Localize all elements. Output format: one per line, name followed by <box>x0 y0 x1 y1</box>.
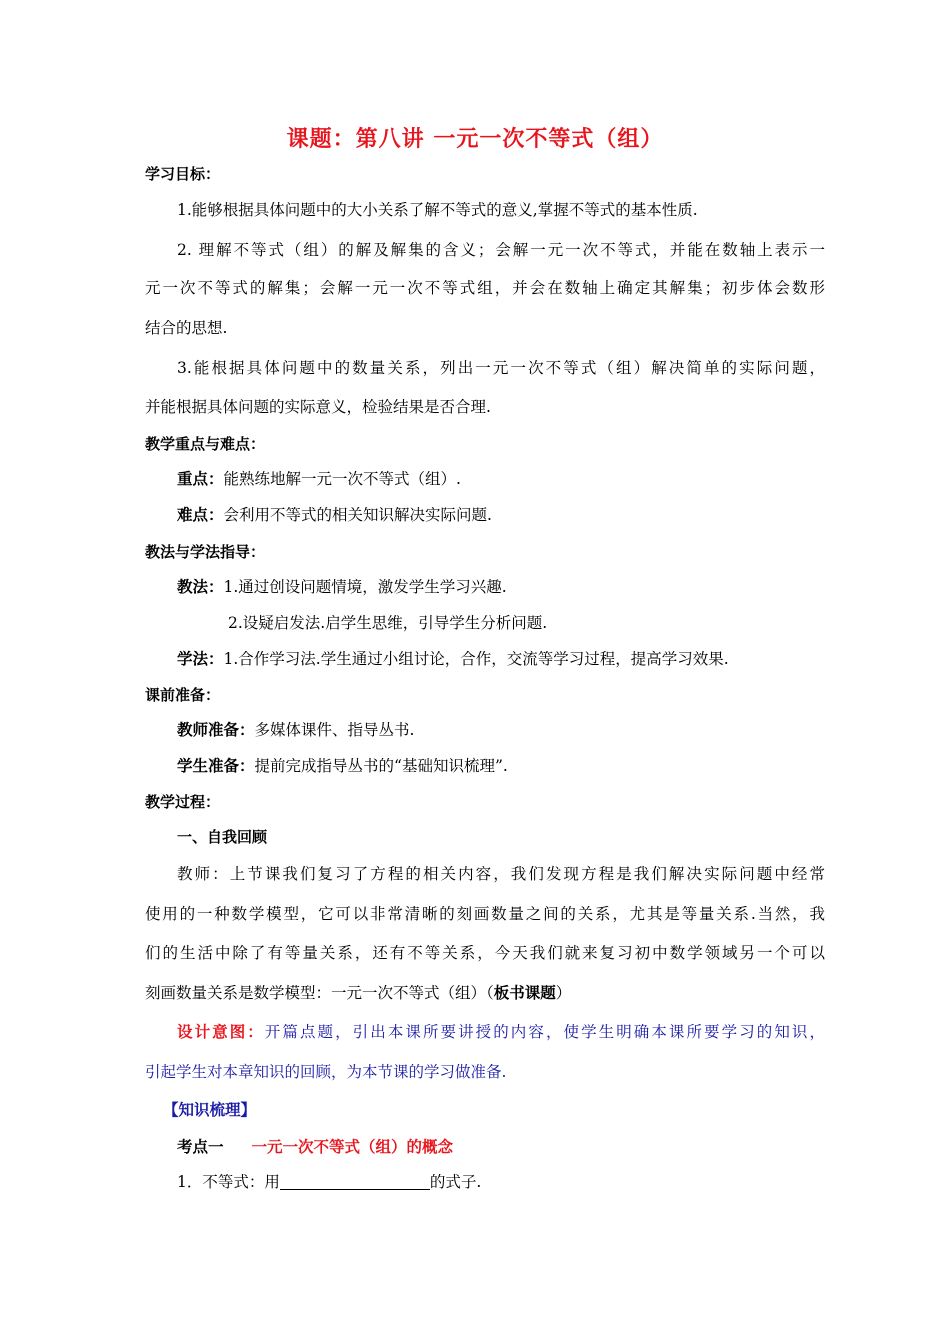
learning-method-1 <box>145 647 857 671</box>
key-point <box>145 467 857 491</box>
key-point-text: 能熟练地解一元一次不等式（组）. <box>223 470 461 488</box>
answer-blank[interactable] <box>280 1173 430 1190</box>
difficulty-label: 难点： <box>177 506 224 524</box>
objective-1: 1.能够根据具体问题中的大小关系了解不等式的意义,掌握不等式的基本性质. <box>177 201 698 219</box>
objective-3-line-2: 并能根据具体问题的实际意义，检验结果是否合理. <box>145 398 491 416</box>
teaching-method-2: 2.设疑启发法.启学生思维，引导学生分析问题. <box>228 614 548 632</box>
review-paragraph-line-1: 教师：上节课我们复习了方程的相关内容，我们发现方程是我们解决实际问题中经常 <box>177 865 825 883</box>
student-prep <box>145 754 857 778</box>
teacher-prep-label: 教师准备： <box>177 721 255 739</box>
student-prep-label: 学生准备： <box>177 757 255 775</box>
key-point-label: 重点： <box>177 470 224 488</box>
methods-heading: 教法与学法指导： <box>145 543 266 561</box>
objectives-heading: 学习目标： <box>145 165 221 183</box>
teaching-method-1-text: 1.通过创设问题情境，激发学生学习兴趣. <box>223 578 507 596</box>
keypoints-heading: 教学重点与难点： <box>145 435 266 453</box>
page-title: 课题：第八讲 一元一次不等式（组） <box>286 127 664 152</box>
student-prep-text: 提前完成指导丛书的“基础知识梳理”. <box>254 757 508 775</box>
question-1 <box>145 1170 857 1194</box>
prep-heading: 课前准备： <box>145 686 221 704</box>
objective-3-line-1: 3.能根据具体问题中的数量关系，列出一元一次不等式（组）解决简单的实际问题， <box>177 359 825 377</box>
design-intent-line-2: 引起学生对本章知识的回顾，为本节课的学习做准备. <box>145 1063 507 1081</box>
design-intent-line-1 <box>145 1020 825 1044</box>
teaching-method-1 <box>145 575 857 599</box>
knowledge-review-heading: 【知识梳理】 <box>163 1101 257 1119</box>
exam-point-label: 考点一 <box>177 1138 224 1156</box>
teacher-prep-text: 多媒体课件、指导丛书. <box>254 721 415 739</box>
section-self-review: 一、自我回顾 <box>177 828 268 846</box>
question-1-text: 1．不等式：用 <box>177 1173 280 1191</box>
review-paragraph-line-4 <box>145 981 825 1005</box>
review-line-4-text: 刻画数量关系是数学模型：一元一次不等式（组）（ <box>145 984 494 1002</box>
difficulty-point <box>145 503 857 527</box>
board-title-note: 板书课题 <box>493 984 556 1002</box>
difficulty-text: 会利用不等式的相关知识解决实际问题. <box>223 506 492 524</box>
question-1-suffix: 的式子. <box>429 1173 482 1191</box>
learning-method-1-text: 1.合作学习法.学生通过小组讨论，合作，交流等学习过程，提高学习效果. <box>223 650 729 668</box>
exam-point-title: 一元一次不等式（组）的概念 <box>251 1138 454 1156</box>
objective-2-line-2: 元一次不等式的解集；会解一元一次不等式组，并会在数轴上确定其解集；初步体会数形 <box>145 279 825 297</box>
exam-point-1 <box>145 1135 857 1159</box>
design-intent-label: 设计意图： <box>177 1023 265 1041</box>
review-paragraph-line-3: 们的生活中除了有等量关系，还有不等关系，今天我们就来复习初中数学领域另一个可以 <box>145 944 825 962</box>
objective-2-line-1: 2. 理解不等式（组）的解及解集的含义；会解一元一次不等式，并能在数轴上表示一 <box>177 241 825 259</box>
review-paragraph-line-2: 使用的一种数学模型，它可以非常清晰的刻画数量之间的关系，尤其是等量关系.当然，我 <box>145 905 825 923</box>
process-heading: 教学过程： <box>145 793 221 811</box>
objective-2-line-3: 结合的思想. <box>145 319 228 337</box>
teaching-method-label: 教法： <box>177 578 224 596</box>
teacher-prep <box>145 718 857 742</box>
learning-method-label: 学法： <box>177 650 224 668</box>
review-line-4-close: ） <box>555 984 572 1002</box>
design-intent-text: 开篇点题，引出本课所要讲授的内容，使学生明确本课所要学习的知识， <box>264 1023 825 1041</box>
